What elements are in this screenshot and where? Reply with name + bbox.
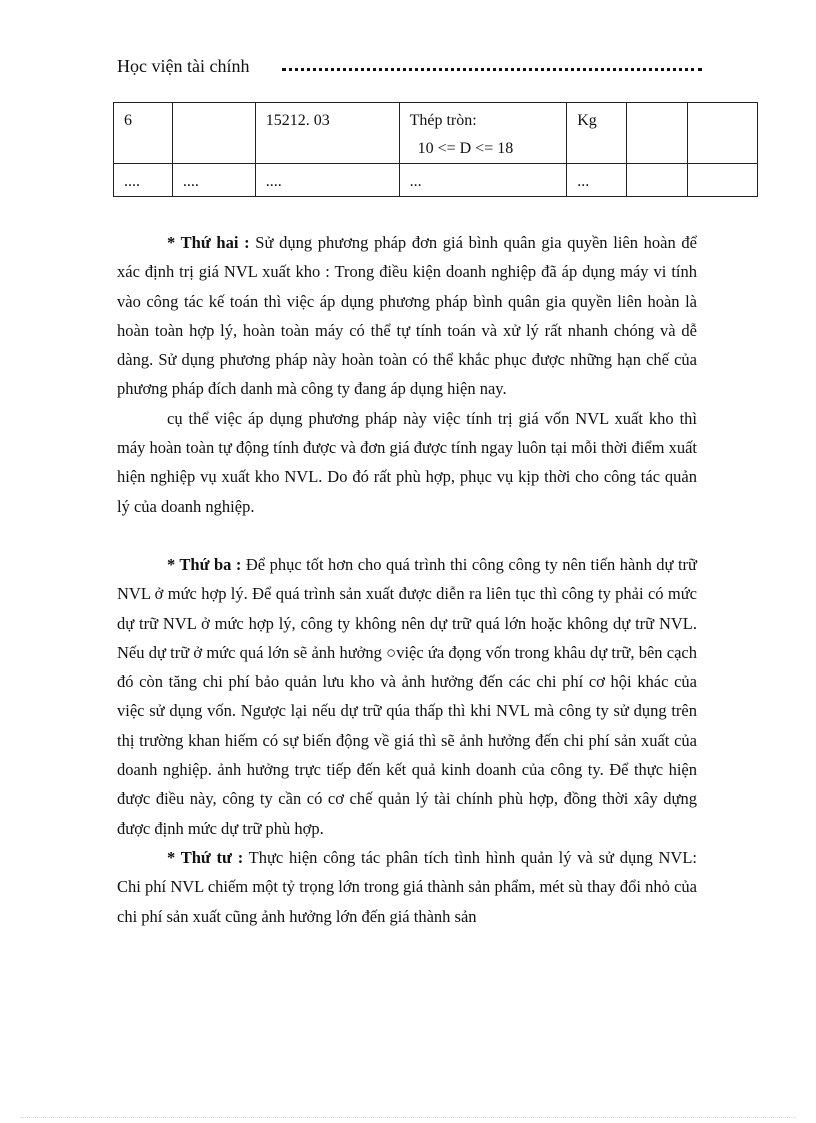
paragraph-text: cụ thể việc áp dụng phương pháp này việc tính trị giá vốn NVL xuất kho thì máy hoàn toàn tự động tính được và đơn giá được tính ngay luôn tại mỗi thời điểm xuất hiện nghiệp vụ xuất kho NVL. Do đó rất phù hợp, phục vụ kịp thời cho công tác quản lý của doanh nghiệp. bbox=[117, 408, 697, 516]
table-cell-name: ... bbox=[399, 164, 567, 197]
table-cell-code: 15212. 03 bbox=[255, 103, 399, 164]
paragraph-cu-the bbox=[117, 404, 697, 521]
table-row bbox=[114, 103, 758, 164]
paragraph-thu-tu bbox=[117, 843, 697, 931]
table-cell bbox=[627, 103, 688, 164]
page-header bbox=[117, 54, 707, 78]
paragraph-text: Thực hiện công tác phân tích tình hình quản lý và sử dụng NVL: Chi phí NVL chiếm một tỷ trọng lớn trong giá thành sản phẩm, mét sù thay đổi nhỏ của chi phí sản xuất cũng ảnh hưởng lớn đến giá thành sản bbox=[117, 847, 697, 926]
paragraph-heading: * Thứ tư : bbox=[167, 847, 244, 867]
table-cell-unit: ... bbox=[567, 164, 627, 197]
materials-table bbox=[113, 102, 758, 197]
table-cell bbox=[688, 164, 758, 197]
material-spec: 10 <= D <= 18 bbox=[417, 140, 514, 157]
table-cell-name bbox=[399, 103, 567, 164]
footer-dotted-rule bbox=[20, 1117, 796, 1118]
table-cell bbox=[688, 103, 758, 164]
table-cell-code: .... bbox=[255, 164, 399, 197]
paragraph-heading: * Thứ hai : bbox=[167, 233, 250, 252]
paragraph-thu-hai bbox=[117, 228, 697, 404]
table-cell: .... bbox=[172, 164, 255, 197]
table-cell bbox=[627, 164, 688, 197]
table-cell-stt: 6 bbox=[114, 103, 173, 164]
table-row bbox=[114, 164, 758, 197]
table-cell bbox=[172, 103, 255, 164]
paragraph-text: Sử dụng phương pháp đơn giá bình quân gia quyền liên hoàn để xác định trị giá NVL xuất kho : Trong điều kiện doanh nghiệp đã áp dụng máy vi tính vào công tác kế toán thì việc áp dụng phương pháp bình quân gia quyền liên hoàn là hoàn toàn hợp lý, hoàn toàn máy có thể tự tính toán và xử lý rất nhanh chóng và dễ dàng. Sử dụng phương pháp này hoàn toàn có thể khắc phục được những hạn chế của phương pháp đích danh mà công ty đang áp dụng hiện nay. bbox=[117, 233, 697, 399]
material-name: Thép tròn: bbox=[409, 112, 477, 129]
header-dotted-rule bbox=[282, 68, 702, 71]
paragraph-text: Để phục tốt hơn cho quá trình thi công công ty nên tiến hành dự trữ NVL ở mức hợp lý. Để quá trình sản xuất được diễn ra liên tục thì công ty phải có mức dự trữ NVL ở mức hợp lý, công ty không nên dự trữ quá lớn hoặc không dự trữ NVL. Nếu dự trữ ở mức quá lớn sẽ ảnh hưởng ○việc ứa đọng vốn trong khâu dự trữ, bên cạch đó còn tăng chi phí bảo quản lưu kho và ảnh hưởng đến các chi phí cơ hội khác của việc sử dụng vốn. Ngược lại nếu dự trữ qúa thấp thì khi NVL mà công ty sử dụng trên thị trường khan hiếm có sự biến động về giá thì sẽ ảnh hưởng đến chi phí sản xuất của doanh nghiệp. ảnh hưởng trực tiếp đến kết quả kinh doanh của công ty. Để thực hiện được điều này, công ty cần có cơ chế quản lý tài chính phù hợp, đồng thời xây dựng được định mức dự trữ phù hợp. bbox=[117, 554, 697, 838]
body-text bbox=[117, 228, 697, 931]
table-cell-stt: .... bbox=[114, 164, 173, 197]
header-title: Học viện tài chính bbox=[117, 56, 250, 76]
table-cell-unit: Kg bbox=[567, 103, 627, 164]
paragraph-heading: * Thứ ba : bbox=[167, 554, 242, 574]
paragraph-thu-ba bbox=[117, 550, 697, 843]
